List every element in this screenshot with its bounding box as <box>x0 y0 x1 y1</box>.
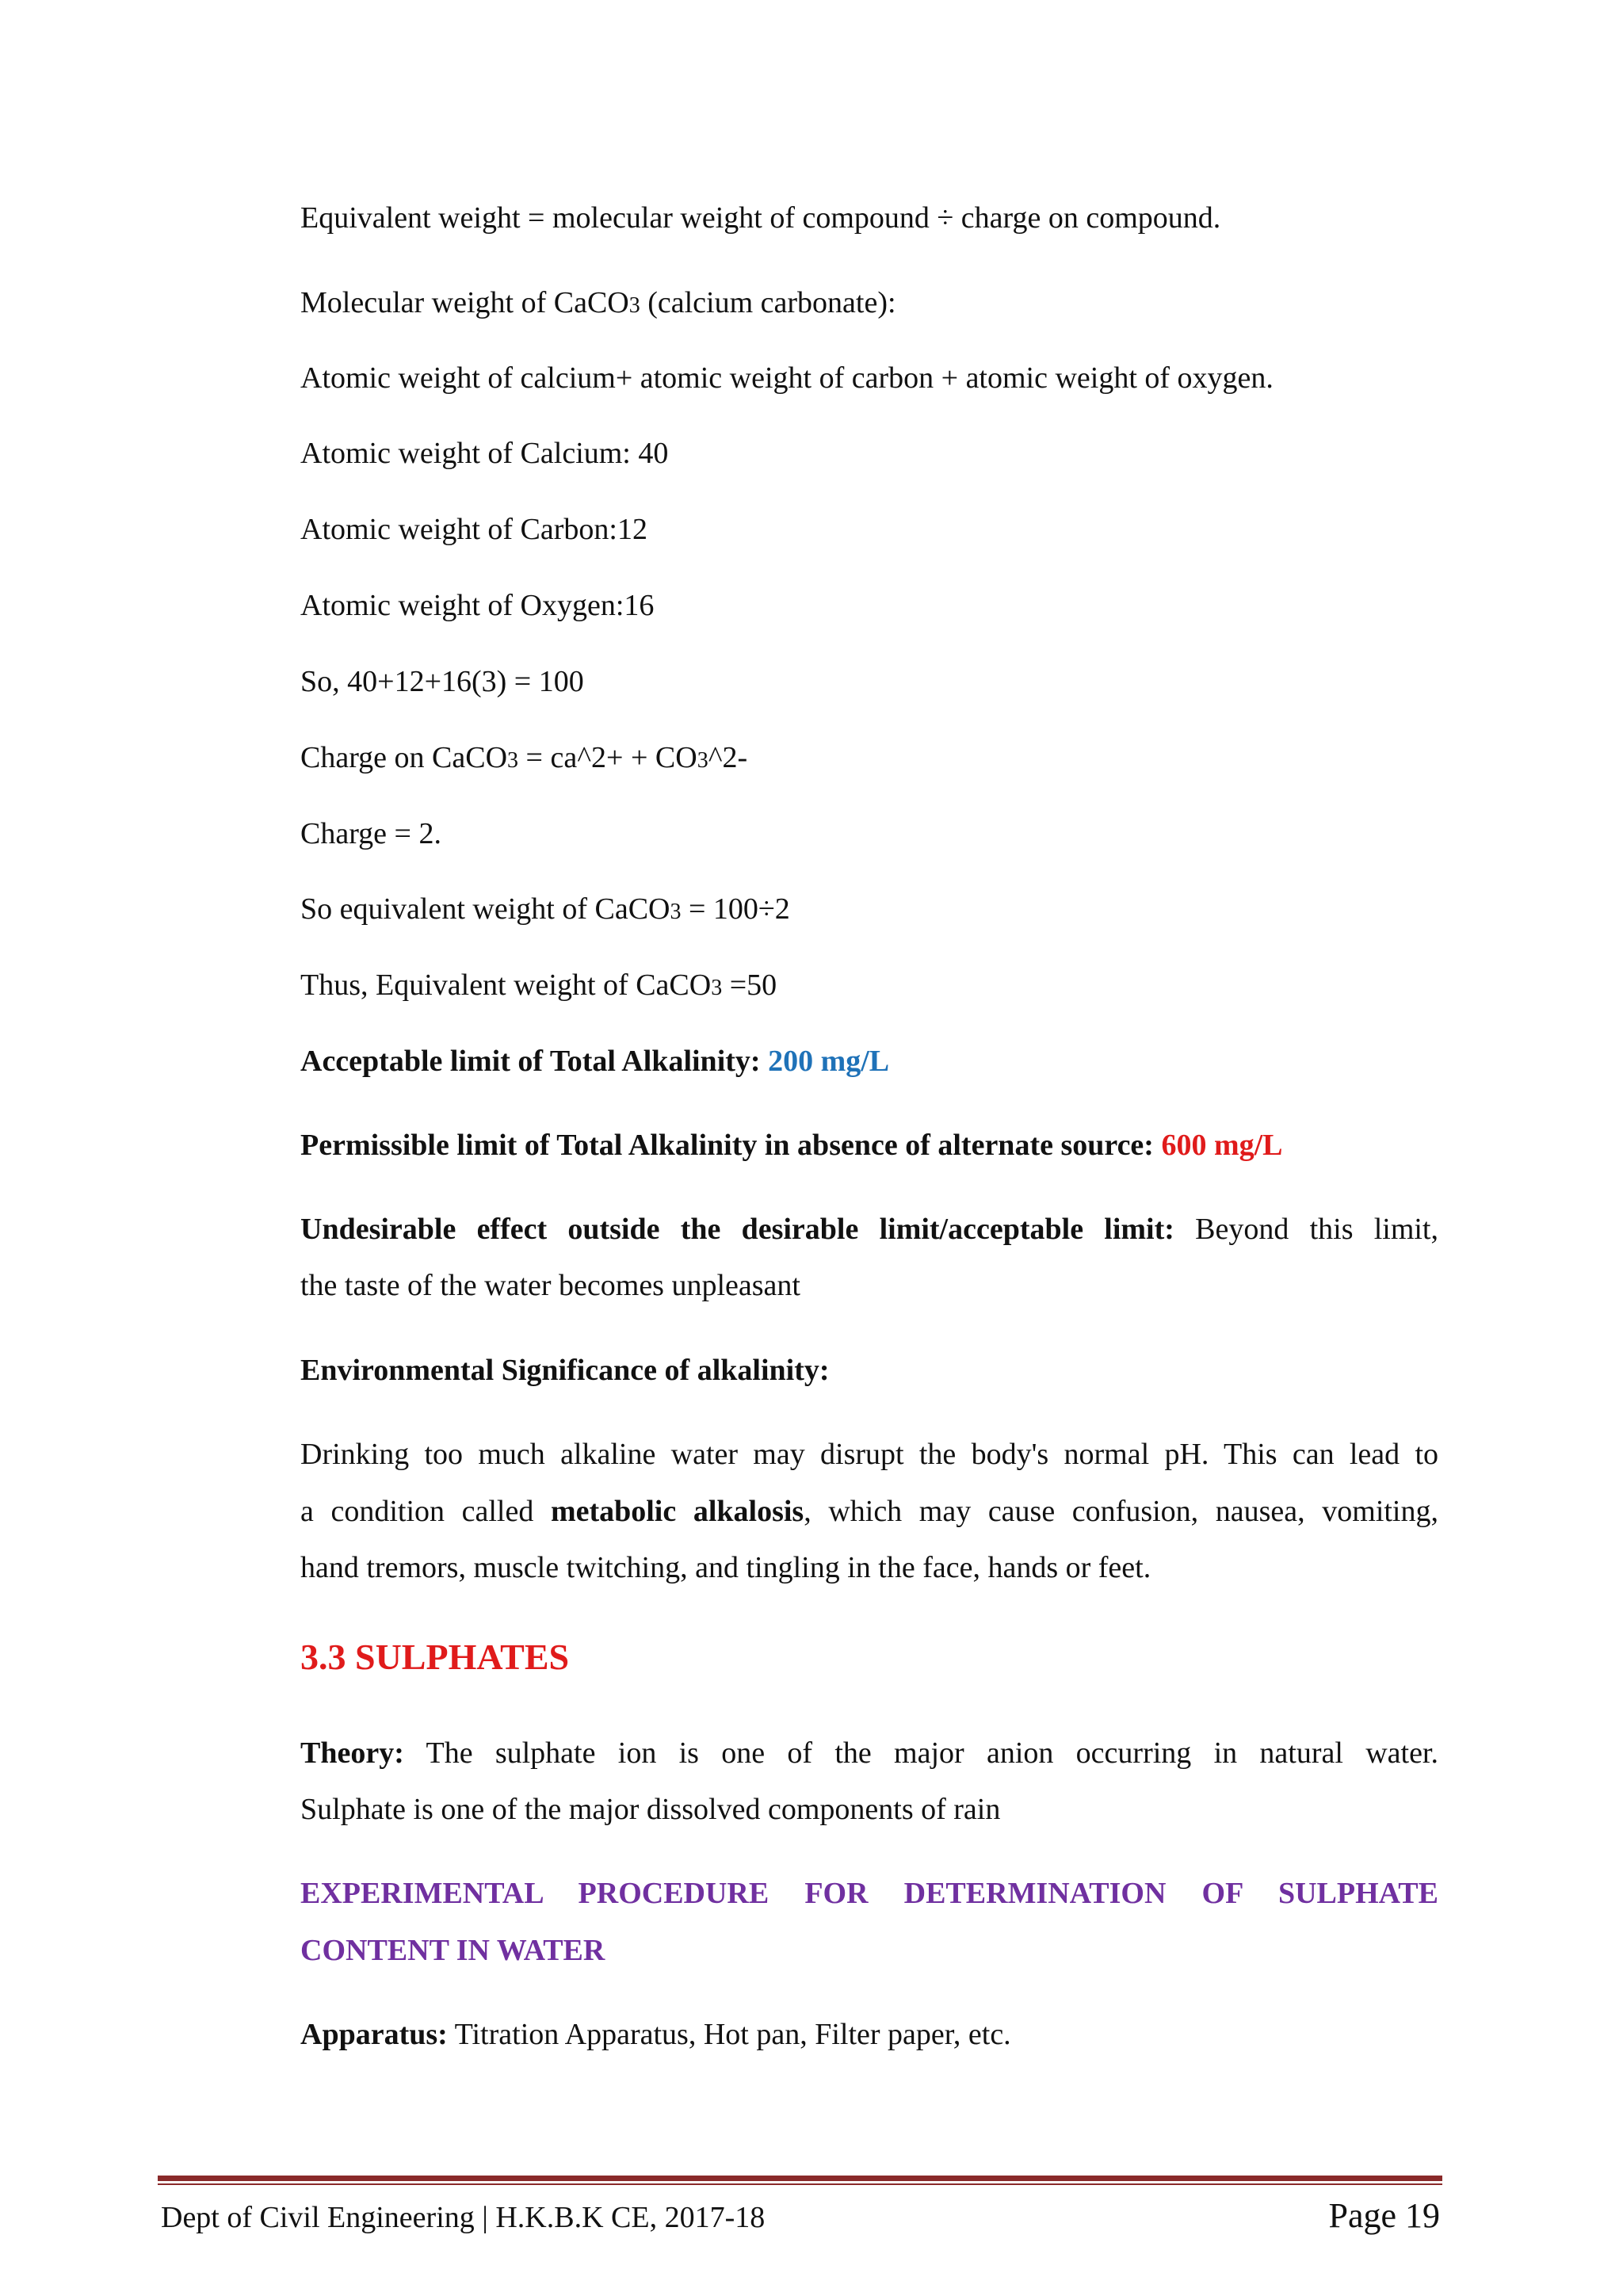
atomic-weight-calcium: Atomic weight of Calcium: 40 <box>300 437 669 470</box>
section-heading-sulphates: 3.3 SULPHATES <box>300 1637 570 1677</box>
environmental-paragraph-line3: hand tremors, muscle twitching, and tingling in the face, hands or feet. <box>300 1551 1151 1584</box>
molecular-weight-heading: Molecular weight of CaCO3 (calcium carbonate): <box>300 286 896 319</box>
footer-department: Dept of Civil Engineering | H.K.B.K CE, 2017-18 <box>161 2201 766 2234</box>
acceptable-limit-value: 200 mg/L <box>768 1045 890 1078</box>
atomic-weight-carbon: Atomic weight of Carbon:12 <box>300 513 647 546</box>
equivalent-weight-formula: Equivalent weight = molecular weight of compound ÷ charge on compound. <box>300 201 1221 235</box>
charge-value: Charge = 2. <box>300 817 441 850</box>
equivalent-weight-result: Thus, Equivalent weight of CaCO3 =50 <box>300 968 777 1002</box>
footer-rule-thick <box>158 2176 1442 2181</box>
apparatus-line: Apparatus: Titration Apparatus, Hot pan, Filter paper, etc. <box>300 2018 1011 2051</box>
procedure-heading-line1: EXPERIMENTAL PROCEDURE FOR DETERMINATION OF SULPHATE <box>300 1877 1438 1910</box>
equivalent-weight-division: So equivalent weight of CaCO3 = 100÷2 <box>300 892 790 926</box>
procedure-heading-line2: CONTENT IN WATER <box>300 1934 605 1967</box>
acceptable-limit: Acceptable limit of Total Alkalinity: 200 mg/L <box>300 1045 890 1078</box>
permissible-limit-value: 600 mg/L <box>1161 1129 1283 1162</box>
permissible-limit: Permissible limit of Total Alkalinity in absence of alternate source: 600 mg/L <box>300 1129 1283 1162</box>
footer-page-number: Page 19 <box>1328 2196 1440 2235</box>
environmental-paragraph-line1: Drinking too much alkaline water may disrupt the body's normal pH. This can lead to <box>300 1438 1438 1471</box>
atomic-weight-sum: Atomic weight of calcium+ atomic weight of carbon + atomic weight of oxygen. <box>300 361 1274 395</box>
sum-calculation: So, 40+12+16(3) = 100 <box>300 665 584 698</box>
charge-on-caco3: Charge on CaCO3 = ca^2+ + CO3^2- <box>300 741 748 774</box>
theory-line1: Theory: The sulphate ion is one of the major anion occurring in natural water. <box>300 1736 1438 1770</box>
environmental-significance-heading: Environmental Significance of alkalinity: <box>300 1354 830 1387</box>
theory-line2: Sulphate is one of the major dissolved components of rain <box>300 1793 1001 1826</box>
undesirable-effect-line1: Undesirable effect outside the desirable limit/acceptable limit: Beyond this limit, <box>300 1213 1438 1246</box>
environmental-paragraph-line2: a condition called metabolic alkalosis, which may cause confusion, nausea, vomiting, <box>300 1495 1438 1528</box>
atomic-weight-oxygen: Atomic weight of Oxygen:16 <box>300 589 655 622</box>
undesirable-effect-line2: the taste of the water becomes unpleasant <box>300 1269 800 1302</box>
footer-rule-thin <box>158 2183 1442 2185</box>
